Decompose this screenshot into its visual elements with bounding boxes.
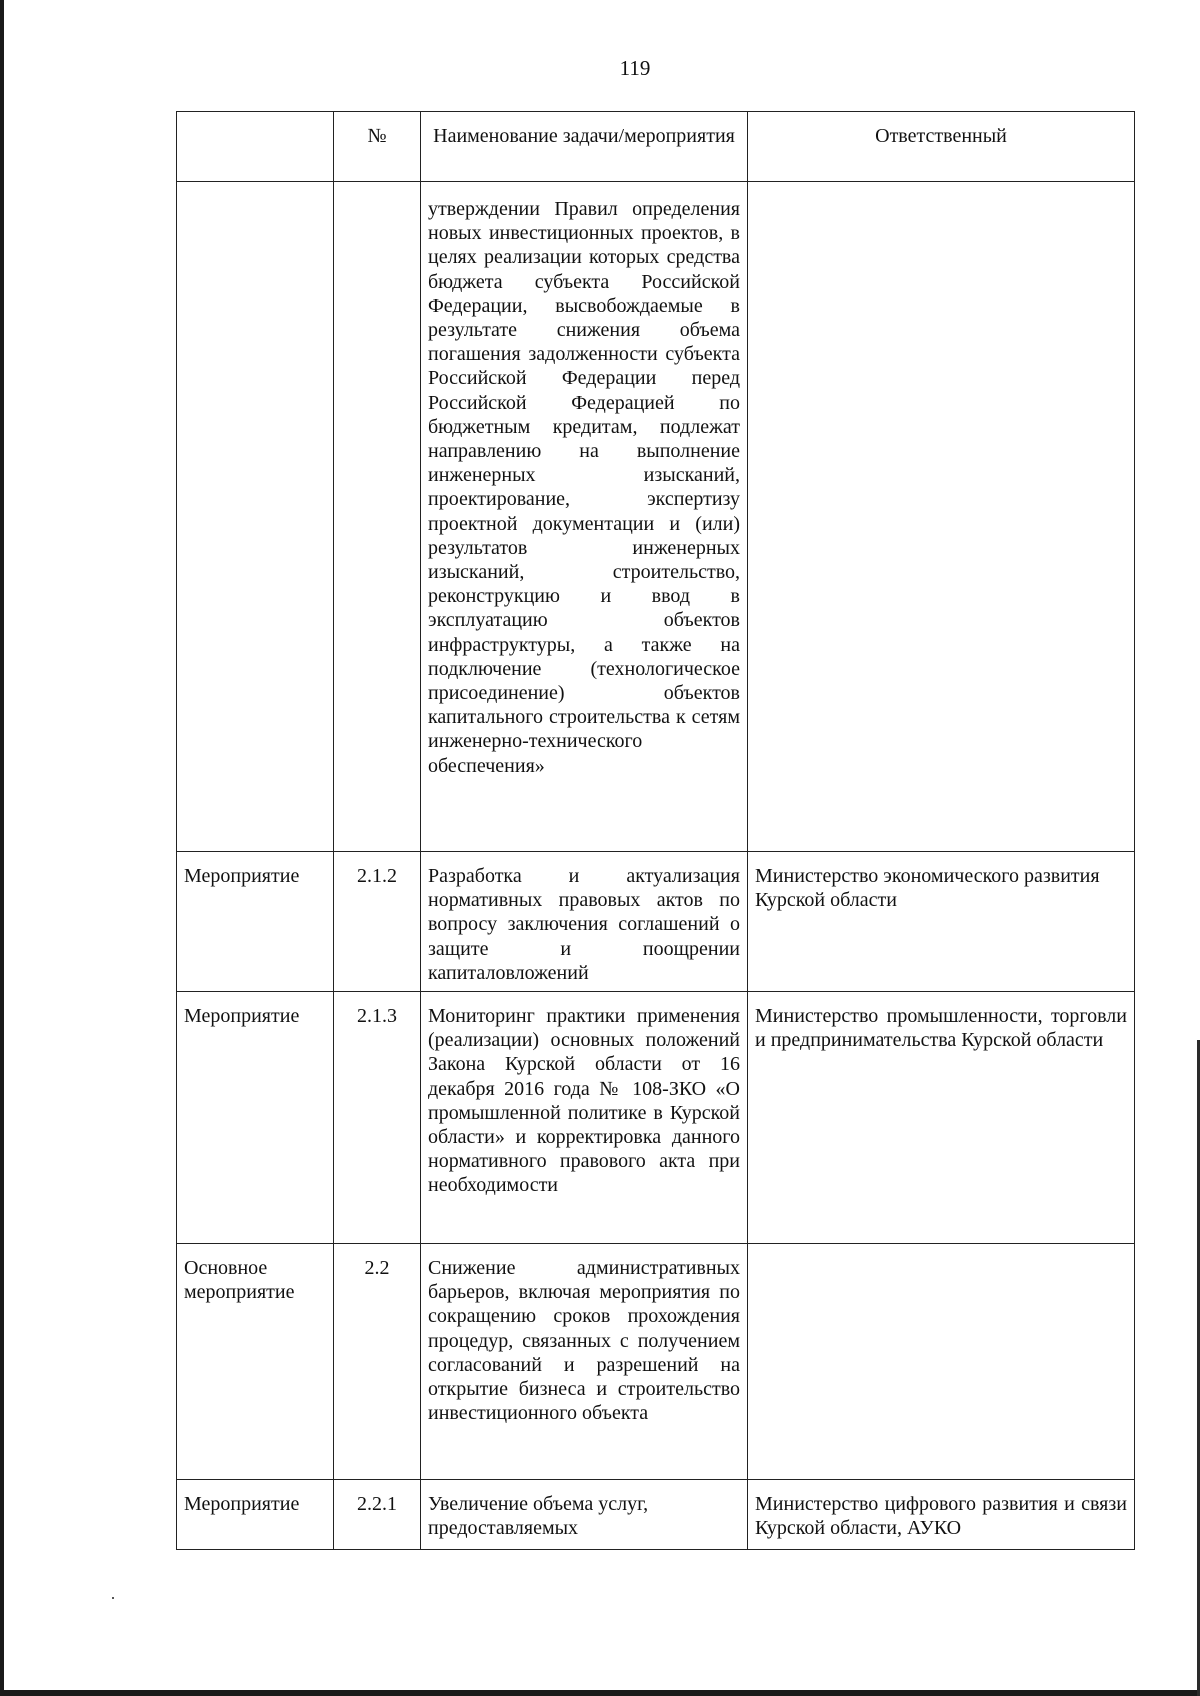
table-row	[177, 1480, 1135, 1550]
header-number: №	[334, 112, 421, 182]
table-row	[177, 852, 1135, 992]
page-number: 119	[619, 56, 651, 80]
row-type: Мероприятие	[177, 1480, 334, 1550]
row-name: утверждении Правил определения новых инвестиционных проектов, в целях реализации которых средства бюджета субъекта Российской Федерации, высвобождаемые в результате снижения объема погашения задолженности субъекта Российской Федерации перед Российской Федерацией по бюджетным кредитам, подлежат направлению на выполнение инженерных изысканий, проектирование, экспертизу проектной документации и (или) результатов инженерных изысканий, строительство, реконструкцию и ввод в эксплуатацию объектов инфраструктуры, а также на подключение (технологическое присоединение) объектов капитального строительства к сетям инженерно-технического обеспечения»	[421, 182, 748, 852]
row-name: Увеличение объема услуг, предоставляемых	[421, 1480, 748, 1550]
row-type: Мероприятие	[177, 992, 334, 1244]
header-responsible: Ответственный	[748, 112, 1135, 182]
table-header-row	[177, 112, 1135, 182]
row-responsible: Министерство экономического развития Курской области	[748, 852, 1135, 992]
row-responsible: Министерство цифрового развития и связи Курской области, АУКО	[748, 1480, 1135, 1550]
row-name: Мониторинг практики применения (реализации) основных положений Закона Курской области от 16 декабря 2016 года № 108-ЗКО «О промышленной политике в Курской области» и корректировка данного нормативного правового акта при необходимости	[421, 992, 748, 1244]
row-type: Основное мероприятие	[177, 1244, 334, 1480]
header-type	[177, 112, 334, 182]
row-responsible	[748, 1244, 1135, 1480]
scan-edge-bottom	[0, 1690, 1200, 1696]
scan-edge-left	[0, 0, 4, 1696]
scan-speck	[112, 1597, 114, 1599]
row-number: 2.2.1	[334, 1480, 421, 1550]
row-responsible	[748, 182, 1135, 852]
table-row	[177, 992, 1135, 1244]
row-name: Снижение административных барьеров, включая мероприятия по сокращению сроков прохождения процедур, связанных с получением согласований и разрешений на открытие бизнеса и строительство инвестиционного объекта	[421, 1244, 748, 1480]
row-number: 2.1.3	[334, 992, 421, 1244]
row-number: 2.2	[334, 1244, 421, 1480]
header-name: Наименование задачи/мероприятия	[421, 112, 748, 182]
row-type	[177, 182, 334, 852]
row-number	[334, 182, 421, 852]
row-number: 2.1.2	[334, 852, 421, 992]
row-name: Разработка и актуализация нормативных правовых актов по вопросу заключения соглашений о защите и поощрении капиталовложений	[421, 852, 748, 992]
row-responsible: Министерство промышленности, торговли и предпринимательства Курской области	[748, 992, 1135, 1244]
table-row	[177, 1244, 1135, 1480]
row-type: Мероприятие	[177, 852, 334, 992]
activities-table	[176, 111, 1135, 1550]
table-row	[177, 182, 1135, 852]
